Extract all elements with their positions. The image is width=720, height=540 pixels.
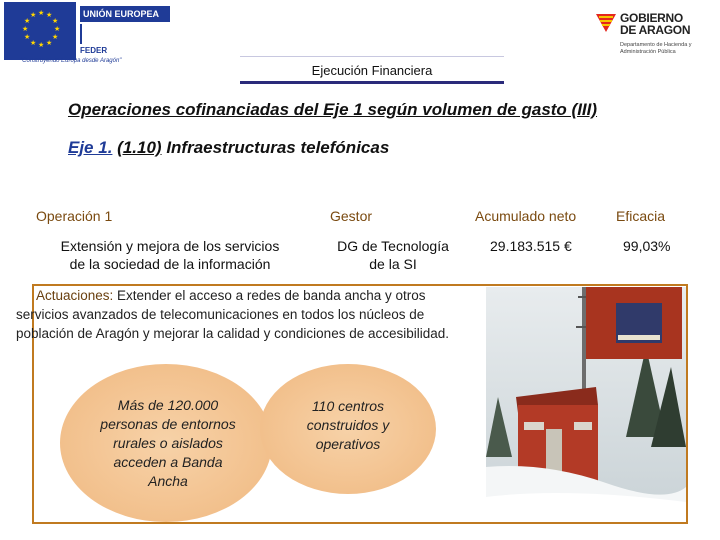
aragon-title-line2: DE ARAGON	[620, 23, 691, 37]
cell-acumulado: 29.183.515 €	[490, 238, 572, 254]
bubble-left-text: Más de 120.000 personas de entornos rurales o aislados acceden a Banda Ancha	[100, 397, 236, 489]
telecom-center-photo	[486, 287, 686, 520]
aragon-title-line1: GOBIERNO	[620, 11, 683, 25]
section-banner-label: Ejecución Financiera	[311, 63, 433, 78]
svg-text:★: ★	[52, 33, 59, 41]
svg-text:★: ★	[46, 39, 53, 47]
actuaciones-text	[16, 286, 466, 343]
svg-text:★: ★	[22, 25, 29, 33]
cell-gestor-line1: DG de Tecnología	[337, 238, 449, 254]
cell-gestor	[318, 237, 468, 273]
aragon-title	[620, 12, 690, 36]
svg-text:★: ★	[38, 9, 45, 17]
cell-operacion-line1: Extensión y mejora de los servicios	[60, 238, 280, 254]
page-title: Operaciones cofinanciadas del Eje 1 según volumen de gasto (III)	[68, 100, 598, 119]
eu-flag-logo	[4, 2, 76, 60]
svg-text:★: ★	[46, 11, 53, 19]
aragon-shield-logo	[594, 12, 618, 34]
header-gestor: Gestor	[330, 208, 373, 224]
eu-motto: "Construyendo Europa desde Aragón"	[20, 58, 122, 64]
eje-code: (1.10)	[117, 138, 162, 157]
eje-link[interactable]: Eje 1.	[68, 138, 113, 157]
eu-title: UNIÓN EUROPEA	[80, 6, 170, 22]
svg-text:★: ★	[38, 41, 45, 49]
svg-text:★: ★	[30, 39, 37, 47]
header-operacion: Operación 1	[36, 208, 113, 224]
cell-eficacia: 99,03%	[623, 238, 671, 254]
svg-text:★: ★	[24, 17, 31, 25]
eu-divider	[80, 24, 170, 44]
header-eficacia: Eficacia	[616, 208, 666, 224]
svg-text:★: ★	[30, 11, 37, 19]
svg-text:★: ★	[52, 17, 59, 25]
eje-name: Infraestructuras telefónicas	[166, 138, 390, 157]
eu-fund-label: FEDER	[80, 46, 108, 55]
actuaciones-body: Extender el acceso a redes de banda ancha y otros servicios avanzados de telecomunicaciones en todos los núcleos de población de Aragón y mejorar la calidad y condiciones de accesibilidad.	[16, 288, 450, 341]
cell-gestor-line2: de la SI	[369, 256, 417, 272]
svg-text:★: ★	[54, 25, 61, 33]
aragon-subtitle: Departamento de Hacienda y Administración Pública	[620, 42, 692, 55]
eu-text-block	[80, 6, 170, 64]
bubble-right-text: 110 centros construidos y operativos	[306, 398, 390, 452]
svg-text:★: ★	[24, 33, 31, 41]
page-subtitle	[68, 138, 389, 158]
cell-operacion-line2: de la sociedad de la información	[69, 256, 271, 272]
header-acumulado: Acumulado neto	[475, 208, 577, 224]
actuaciones-label: Actuaciones:	[36, 288, 114, 303]
cell-operacion	[20, 237, 320, 273]
